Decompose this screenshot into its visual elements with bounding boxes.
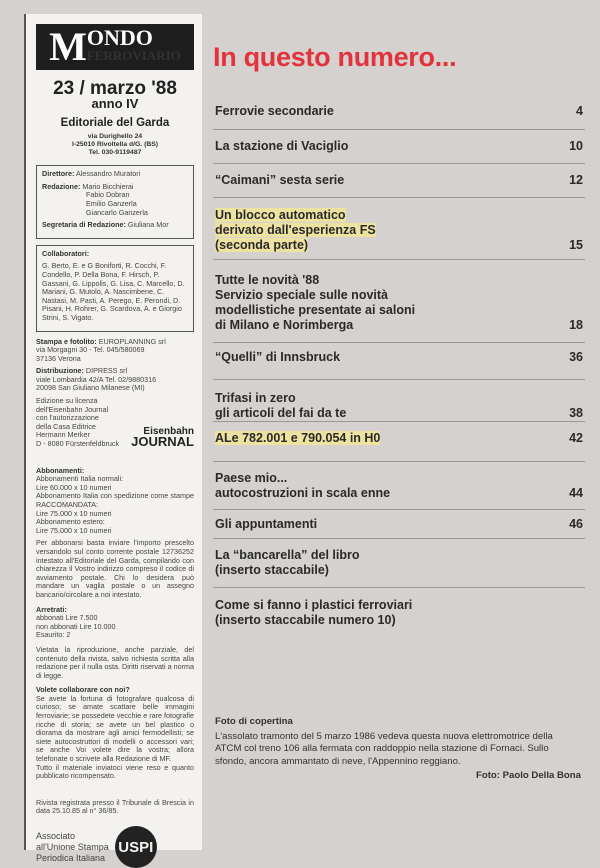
toc-item <box>215 548 583 578</box>
toc-page-number: 10 <box>569 139 583 153</box>
registration-notice: Rivista registrata presso il Tribunale di Brescia in data 25.10.85 al n° 36/85. <box>36 797 194 816</box>
toc-item <box>215 273 583 333</box>
divider <box>213 197 585 198</box>
toc-page-number: 18 <box>569 318 583 332</box>
toc-title: In questo numero... <box>213 42 457 72</box>
toc-page-number: 15 <box>569 238 583 252</box>
uspi-logo: USPI <box>115 826 157 868</box>
divider <box>213 538 585 539</box>
subscriptions: Abbonamenti: Abbonamenti Italia normali: Lire 60.000 x 10 numeri Abbonamento Italia con spedizione come stampe RACCOMANDATA: Lire 75.000 x 10 numeri Abbonamento estero: Lire 75.000 x 10 numeri Per abbonarsi basta inviare l'importo prescelto versandolo sul conto corrente postale 12736252 intestato all'Editoriale del Garda, compilando con chiarezza il Vostro indirizzo compreso il codice di avviamento postale. Chi lo desidera può mandare un vaglia postale o un assegno bancario/circolare a noi intestato. <box>36 465 194 599</box>
distribution-info: Distribuzione: DIPRESS srl viale Lombardia 42/A Tel. 02/9880316 20098 San Giuliano Milanese (MI) <box>36 366 157 393</box>
toc-item-title: (inserto staccabile) <box>215 563 329 577</box>
divider <box>213 379 585 380</box>
toc-item-title: Tutte le novità '88 <box>215 273 320 287</box>
toc-page-number: 12 <box>569 173 583 187</box>
toc-item-title: “Quelli” di Innsbruck <box>215 350 341 364</box>
toc-item-title: Servizio speciale sulle novità <box>215 288 388 302</box>
divider <box>213 342 585 343</box>
toc-item-title: di Milano e Norimberga <box>215 318 354 332</box>
mondo-ferroviario-logo: M ONDO FERROVIARIO <box>36 24 194 70</box>
table-of-contents <box>205 0 600 850</box>
publisher: Editoriale del Garda <box>60 116 170 129</box>
toc-item <box>215 173 583 188</box>
toc-item <box>215 139 583 154</box>
divider <box>213 509 585 510</box>
toc-item-title: La “bancarella” del libro <box>215 548 360 562</box>
toc-item-title: Ferrovie secondarie <box>215 104 334 118</box>
toc-item <box>215 104 583 119</box>
divider <box>213 163 585 164</box>
toc-item-title: Trifasi in zero <box>215 391 296 405</box>
toc-item <box>215 598 583 628</box>
toc-item <box>215 517 583 532</box>
issue-year: anno IV <box>91 96 139 111</box>
cover-photo-caption: Foto di copertina L'assolato tramonto del 5 marzo 1986 vedeva questa nuova elettromotrice della ATCM col treno 106 alla fermata con raddoppio nella stazione di Fornaci. Sullo sfondo, ancora ammantato di neve, l'Appennino reggiano. Foto: Paolo Della Bona <box>215 716 581 781</box>
divider <box>213 259 585 260</box>
collaborators-box: Collaboratori: G. Berto, E. e G Boniforti, R. Cocchi, F. Condello, P. Della Bona, F. Hirsch, P. Gassani, G. Lippolis, G. Lisa, C. Marcello, D. Mariani, G. Mutolo, A. Nascimbene, C. Nastasi, M. Pasti, A. Perego, E. Perondi, D. Pisani, H. Rohrer, G. Scardova, A. e Giorgio Strini, S. Vigato. <box>36 245 194 332</box>
toc-item-title: Come si fanno i plastici ferroviari <box>215 598 413 612</box>
toc-item <box>215 208 583 253</box>
toc-item-title: ALe 782.001 e 790.054 in H0 <box>215 431 381 445</box>
divider <box>213 587 585 588</box>
toc-item-title: autocostruzioni in scala enne <box>215 486 391 500</box>
collaborate-section: Volete collaborare con noi? Se avete la fortuna di fotografare qualcosa di curioso; se amate scattare belle immagini ferroviarie; se possedete vecchie e rare fotografie ricche di storia; se avete un bel plastico o diorama da mostrare agli amici fermodellisti; se siete autocostruttori di modelli o accessori vari; se anche Voi volete dire la vostra; allora telefonate o scrivete alla Redazione di MF. Tutto il materiale inviatoci viene reso e quanto pubblicato ricompensato. <box>36 685 194 781</box>
toc-item-title: Un blocco automatico <box>215 208 346 222</box>
printing-info: Stampa e fotolito: EUROPLANNING srl via Morgagni 30 - Tel. 045/580069 37136 Verona <box>36 336 166 363</box>
publisher-address: via Durighello 24 I-25010 Rivoltella d/G. (BS) Tel. 030-9119487 <box>71 133 159 157</box>
toc-page-number: 38 <box>569 406 583 420</box>
toc-page-number: 36 <box>569 350 583 364</box>
toc-item <box>215 350 583 365</box>
back-issues: Arretrati: abbonati Lire 7.500 non abbonati Lire 10.000 Esaurito: 2 <box>36 604 116 640</box>
colophon-column <box>24 14 202 863</box>
license-info: Edizione su licenza dell'Eisenbahn Journal con l'autorizzazione della Casa Editrice Hermann Merker D - 8080 Fürstenfeldbruck Eisenbahn JOURNAL <box>36 396 194 449</box>
toc-item <box>215 471 583 501</box>
toc-page-number: 4 <box>576 104 583 118</box>
toc-item-title: derivato dall'esperienza FS <box>215 223 376 237</box>
toc-item-title: (inserto staccabile numero 10) <box>215 613 396 627</box>
toc-item-title: La stazione di Vaciglio <box>215 139 349 153</box>
toc-item <box>215 431 583 446</box>
toc-item-title: Gli appuntamenti <box>215 517 318 531</box>
divider <box>213 129 585 130</box>
divider <box>213 461 585 462</box>
issue-number: 23 / marzo '88 <box>53 78 177 99</box>
eisenbahn-journal-logo: Eisenbahn JOURNAL <box>131 425 194 449</box>
divider <box>213 421 585 422</box>
toc-item-title: gli articoli del fai da te <box>215 406 347 420</box>
uspi-association: Associato all'Unione Stampa Periodica Italiana USPI <box>36 826 194 868</box>
toc-item-title: Paese mio... <box>215 471 288 485</box>
toc-page-number: 42 <box>569 431 583 445</box>
toc-page-number: 46 <box>569 517 583 531</box>
toc-page-number: 44 <box>569 486 583 500</box>
copyright-notice: Vietata la riproduzione, anche parziale, del contenuto della rivista, salvo richiesta scritta alla redazione per il nulla osta. Diritti riservati a norma di legge. <box>36 644 194 680</box>
toc-item-title: modellistiche presentate ai saloni <box>215 303 416 317</box>
staff-box: Direttore: Alessandro Muratori Redazione: Mario Bicchierai Fabio Dobran Emilio Ganzerla Giancarlo Ganzerla Segretaria di Redazione: Giuliana Mor <box>36 165 194 239</box>
toc-item <box>215 391 583 421</box>
toc-item-title: (seconda parte) <box>215 238 309 252</box>
toc-item-title: “Caimani” sesta serie <box>215 173 345 187</box>
